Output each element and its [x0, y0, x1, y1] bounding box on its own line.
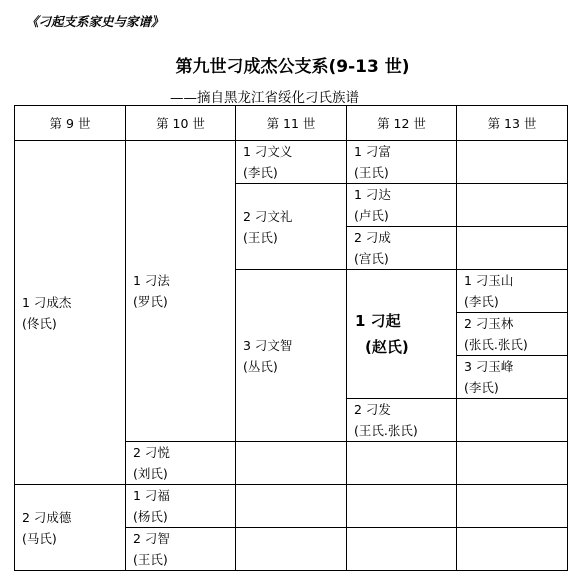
person-spouse: (李氏)	[464, 294, 499, 309]
person-spouse: (李氏)	[464, 380, 499, 395]
person-cell	[15, 141, 126, 485]
person-spouse: (王氏)	[243, 229, 278, 245]
column-header: 第 10 世	[126, 106, 236, 141]
person-spouse: (佟氏)	[22, 315, 57, 331]
empty-cell	[236, 528, 347, 571]
person-name: 1 刁法	[133, 273, 170, 288]
person-spouse: (赵氏)	[365, 338, 409, 356]
book-header: 《刁起支系家史与家谱》	[26, 14, 164, 29]
person-name: 3 刁文智	[243, 337, 293, 353]
person-spouse: (王氏)	[133, 552, 168, 567]
empty-cell	[457, 227, 568, 270]
header-row	[15, 106, 568, 141]
person-name: 1 刁达	[354, 187, 391, 202]
empty-cell	[347, 485, 457, 528]
person-spouse: (宫氏)	[354, 251, 389, 266]
person-name: 1 刁福	[133, 488, 170, 503]
empty-cell	[236, 485, 347, 528]
person-spouse: (马氏)	[22, 530, 57, 546]
person-cell	[347, 184, 457, 227]
person-spouse: (李氏)	[243, 165, 278, 180]
person-spouse: (卢氏)	[354, 208, 389, 223]
genealogy-table	[14, 105, 568, 571]
person-spouse: (王氏.张氏)	[354, 423, 418, 438]
column-header: 第 13 世	[457, 106, 568, 141]
empty-cell	[457, 399, 568, 442]
person-name: 1 刁成杰	[22, 294, 72, 310]
page-subtitle: ——摘自黑龙江省绥化刁氏族谱	[170, 90, 359, 106]
person-cell	[347, 399, 457, 442]
person-cell	[347, 141, 457, 184]
person-spouse: (杨氏)	[133, 509, 168, 524]
person-name: 2 刁成	[354, 230, 391, 245]
person-name: 1 刁文义	[243, 144, 293, 159]
person-cell	[126, 442, 236, 485]
person-spouse: (丛氏)	[243, 358, 278, 374]
person-cell	[236, 270, 347, 442]
person-name: 3 刁玉峰	[464, 359, 514, 374]
person-spouse: (罗氏)	[133, 294, 168, 309]
person-name: 2 刁玉林	[464, 316, 514, 331]
empty-cell	[457, 141, 568, 184]
person-name: 2 刁文礼	[243, 208, 293, 224]
person-cell-highlighted	[347, 270, 457, 399]
person-cell	[236, 141, 347, 184]
person-name: 2 刁成德	[22, 509, 72, 525]
person-spouse: (刘氏)	[133, 466, 168, 481]
person-name: 2 刁智	[133, 531, 170, 546]
person-cell	[15, 485, 126, 571]
page-title: 第九世刁成杰公支系(9-13 世)	[175, 57, 410, 77]
empty-cell	[347, 528, 457, 571]
person-cell	[457, 270, 568, 313]
empty-cell	[347, 442, 457, 485]
column-header: 第 12 世	[347, 106, 457, 141]
person-cell	[126, 141, 236, 442]
empty-cell	[457, 184, 568, 227]
column-header: 第 9 世	[15, 106, 126, 141]
person-spouse: (王氏)	[354, 165, 389, 180]
person-cell	[126, 528, 236, 571]
person-name: 2 刁发	[354, 402, 391, 417]
person-cell	[236, 184, 347, 270]
empty-cell	[236, 442, 347, 485]
empty-cell	[457, 485, 568, 528]
person-name: 1 刁玉山	[464, 273, 514, 288]
person-cell	[457, 313, 568, 356]
person-name: 1 刁富	[354, 144, 391, 159]
person-name: 2 刁悦	[133, 445, 170, 460]
person-cell	[457, 356, 568, 399]
person-cell	[126, 485, 236, 528]
empty-cell	[457, 442, 568, 485]
person-spouse: (张氏.张氏)	[464, 337, 528, 352]
person-name: 1 刁起	[355, 312, 401, 330]
column-header: 第 11 世	[236, 106, 347, 141]
empty-cell	[457, 528, 568, 571]
person-cell	[347, 227, 457, 270]
